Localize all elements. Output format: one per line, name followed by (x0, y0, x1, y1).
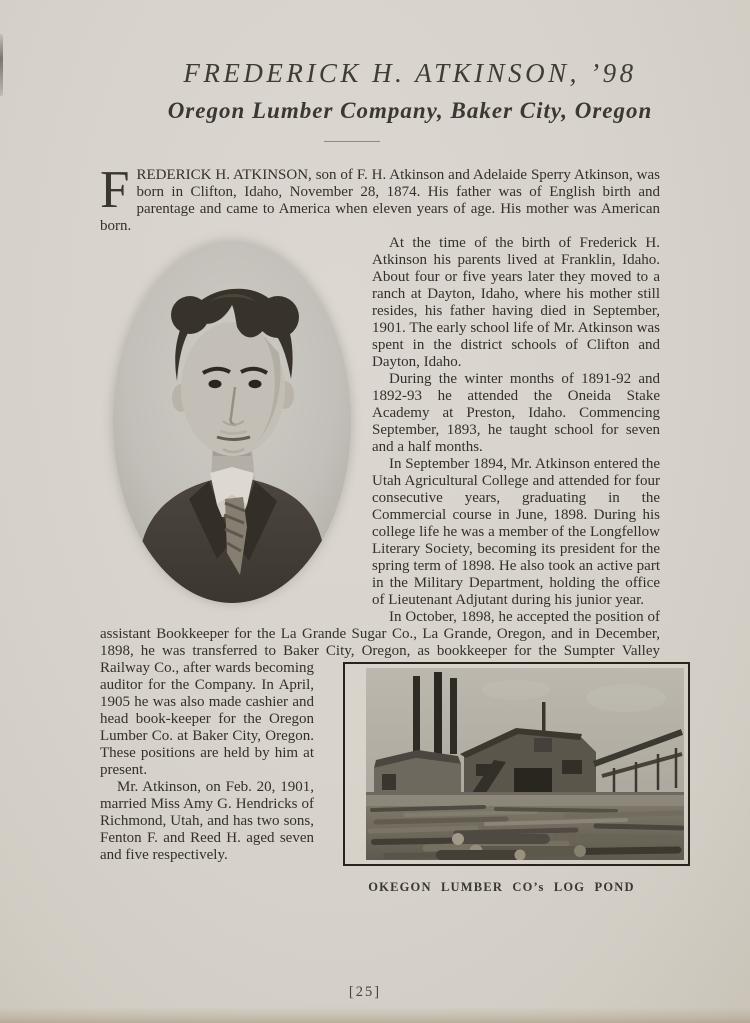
logpond-photo (366, 668, 684, 860)
portrait-photo (113, 241, 351, 603)
logpond-photo-frame (343, 662, 690, 866)
page-bottom-shadow (0, 1007, 750, 1023)
page-header (70, 58, 750, 124)
scan-edge-artifact (0, 34, 3, 96)
logpond-figure (326, 662, 660, 895)
paragraph-4: In September 1894, Mr. Atkinson entered the Utah Agricultural College and attended for four consecutive years, graduating in the Commercial course in June, 1898. During his college life he was a member of the Longfellow Literary Society, becoming its president for the spring term of 1898. He also took an active part in the Military Department, holding the office of Lieutenant Adjutant during his junior year. (372, 456, 660, 608)
page-title: FREDERICK H. ATKINSON, ’98 (183, 58, 637, 88)
page-number: [25] (348, 984, 382, 1000)
logpond-caption: OKEGON LUMBER CO’s LOG POND (368, 880, 635, 894)
paragraph-6: Mr. Atkinson, on Feb. 20, 1901, married Miss Amy G. Hendricks of Richmond, Utah, and has two sons, Fenton F. and Reed H. aged seven and five respectively. (100, 779, 314, 863)
paragraph-5-text-a: In October, 1898, he accepted the position of assistant Bookkeeper for the La Grande Sugar Co., La Grande, Oregon, and in December, 1898, he was transferred to Baker City, Oregon, as bookkeeper for the Sumpter (100, 609, 660, 659)
article-body (100, 161, 661, 894)
paragraph-1-text: REDERICK H. ATKINSON, son of F. H. Atkinson and Adelaide Sperry Atkinson, was born in Clifton, Idaho, November 28, 1874. His father was of English birth and parentage and came to America when eleven years of age. His mother was American born. (100, 167, 660, 234)
portrait-illustration (113, 241, 351, 603)
paragraph-5-text-b: Valley Railway Co., after wards becoming auditor for the Company. In April, 1905 he was also made cashier and head book-keeper for the Oregon Lumber Co. at Baker City, Oregon. These positions are held by him at present. (100, 643, 661, 778)
portrait-figure (100, 235, 372, 615)
paragraph-2: At the time of the birth of Frederick H. Atkinson his parents lived at Franklin, Idaho. About four or five years later they moved to a ranch at Dayton, Idaho, where his mother still resides, his father having died in September, 1901. The early school life of Mr. Atkinson was spent in the district schools of Clifton and Dayton, Idaho. (372, 235, 660, 370)
paragraph-3: During the winter months of 1891-92 and 1892-93 he attended the Oneida Stake Academy at Preston, Idaho. Commencing September, 1893, he taught school for seven and a half months. (372, 371, 660, 455)
divider-rule (324, 141, 380, 142)
drop-cap: F (100, 161, 130, 219)
paragraph-1 (100, 161, 660, 235)
page-subtitle: Oregon Lumber Company, Baker City, Oregon (167, 98, 653, 123)
